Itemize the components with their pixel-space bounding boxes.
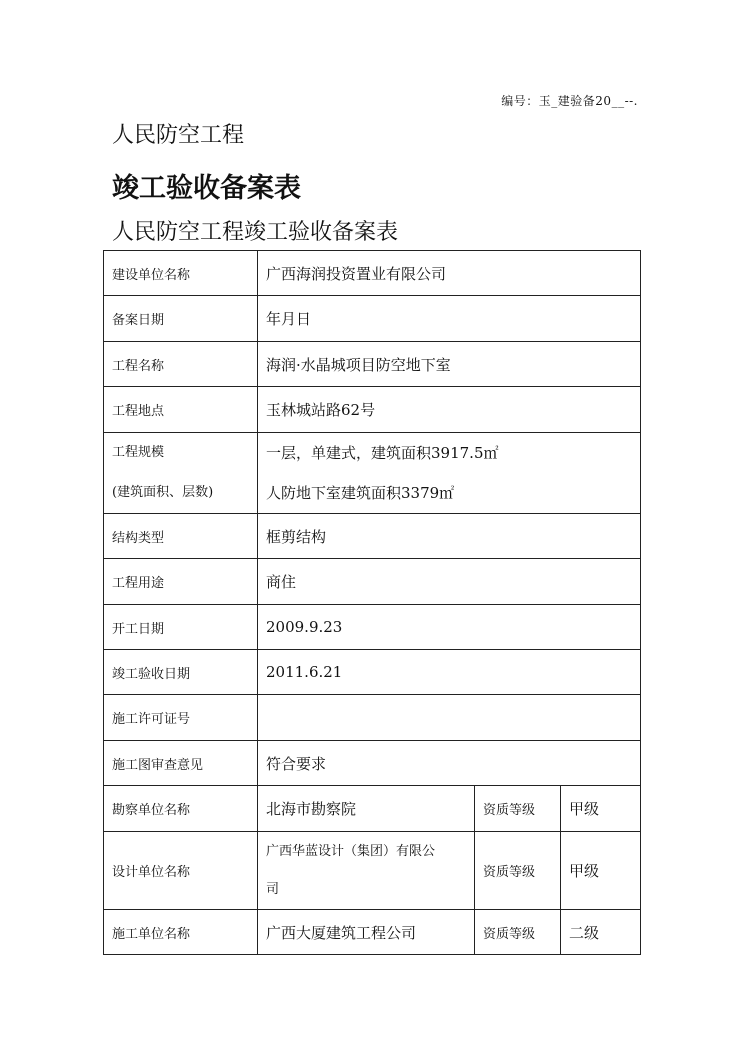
construction-unit-value: 广西大厦建筑工程公司 — [258, 910, 475, 955]
title-line-2: 竣工验收备案表 — [112, 173, 301, 204]
survey-unit-label: 勘察单位名称 — [104, 786, 258, 832]
construction-qual-label: 资质等级 — [475, 910, 561, 955]
usage-label: 工程用途 — [104, 559, 258, 605]
survey-qual-value: 甲级 — [561, 786, 641, 832]
table-row — [104, 832, 641, 910]
table-row — [104, 695, 641, 741]
scale-label: 工程规模 — [112, 445, 165, 460]
construction-unit-label: 施工单位名称 — [104, 910, 258, 955]
table-row — [104, 605, 641, 650]
project-name-value: 海润·水晶城项目防空地下室 — [258, 342, 641, 387]
location-value: 玉林城站路62号 — [258, 387, 641, 433]
review-label: 施工图审查意见 — [104, 741, 258, 786]
acceptance-date-value: 2011.6.21 — [258, 650, 641, 695]
title-line-1: 人民防空工程 — [112, 123, 245, 148]
acceptance-date-label: 竣工验收日期 — [104, 650, 258, 695]
design-unit-label: 设计单位名称 — [104, 832, 258, 910]
scale-label-cell — [104, 433, 258, 514]
table-title: 人民防空工程竣工验收备案表 — [112, 220, 399, 245]
permit-label: 施工许可证号 — [104, 695, 258, 741]
scale-value-cell — [258, 433, 641, 514]
construction-qual-value: 二级 — [561, 910, 641, 955]
design-unit-value-cell — [258, 832, 475, 910]
table-row — [104, 387, 641, 433]
project-name-label: 工程名称 — [104, 342, 258, 387]
survey-unit-value: 北海市勘察院 — [258, 786, 475, 832]
acceptance-record-table — [103, 250, 641, 955]
table-row — [104, 251, 641, 296]
builder-label: 建设单位名称 — [104, 251, 258, 296]
table-row — [104, 342, 641, 387]
design-unit-value-line-2: 司 — [266, 881, 280, 897]
record-date-value: 年月日 — [258, 296, 641, 342]
scale-label-sub: (建筑面积、层数) — [112, 485, 214, 500]
table-row — [104, 741, 641, 786]
survey-qual-label: 资质等级 — [475, 786, 561, 832]
review-value: 符合要求 — [258, 741, 641, 786]
start-date-label: 开工日期 — [104, 605, 258, 650]
document-number: 编号：玉_建验备20__--. — [501, 94, 638, 108]
scale-value-line-2: 人防地下室建筑面积3379㎡ — [266, 484, 455, 502]
table-row — [104, 514, 641, 559]
design-qual-value: 甲级 — [561, 832, 641, 910]
table-row — [104, 910, 641, 955]
table-row — [104, 650, 641, 695]
structure-label: 结构类型 — [104, 514, 258, 559]
table-row — [104, 296, 641, 342]
scale-value-line-1: 一层，单建式，建筑面积3917.5㎡ — [266, 444, 499, 462]
table-row — [104, 786, 641, 832]
location-label: 工程地点 — [104, 387, 258, 433]
permit-value — [258, 695, 641, 741]
structure-value: 框剪结构 — [258, 514, 641, 559]
design-unit-value-line-1: 广西华蓝设计（集团）有限公 — [266, 843, 436, 859]
start-date-value: 2009.9.23 — [258, 605, 641, 650]
table-row — [104, 433, 641, 514]
usage-value: 商住 — [258, 559, 641, 605]
design-qual-label: 资质等级 — [475, 832, 561, 910]
table-row — [104, 559, 641, 605]
builder-value: 广西海润投资置业有限公司 — [258, 251, 641, 296]
record-date-label: 备案日期 — [104, 296, 258, 342]
